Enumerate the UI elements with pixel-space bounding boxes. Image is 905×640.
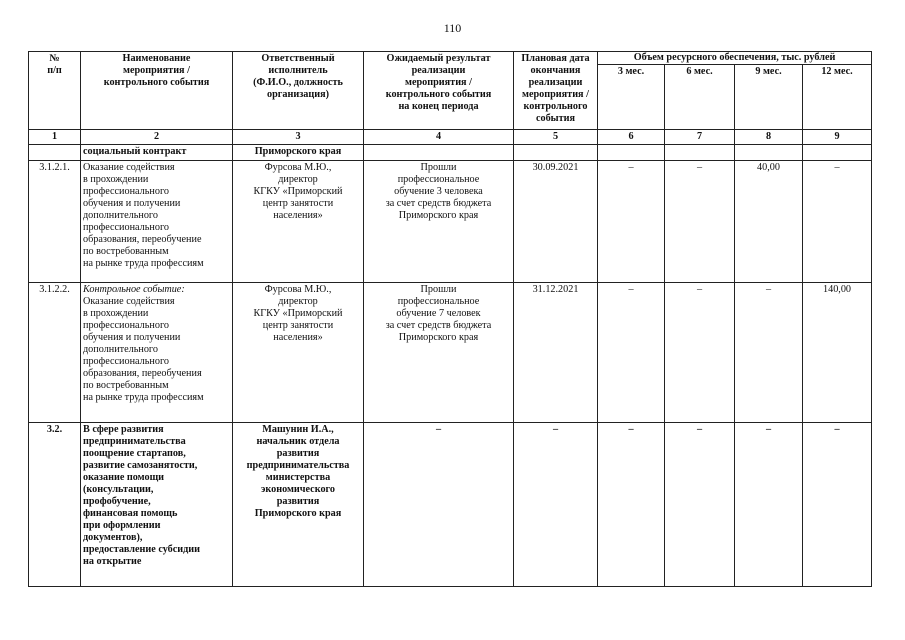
column-number: 1 <box>29 130 81 145</box>
row-result: Прошли профессиональное обучение 7 человек за счет средств бюджета Приморского края <box>364 283 514 423</box>
control-event-label: Контрольное событие: <box>83 284 185 295</box>
column-number: 8 <box>735 130 803 145</box>
header-period-6: 6 мес. <box>665 65 735 130</box>
row-result: – <box>364 423 514 587</box>
row-m3: – <box>598 283 665 423</box>
header-period-3: 3 мес. <box>598 65 665 130</box>
row-num: 3.1.2.2. <box>29 283 81 423</box>
row-m12: – <box>803 423 872 587</box>
column-number: 7 <box>665 130 735 145</box>
row-m9: – <box>735 283 803 423</box>
column-numbers-row <box>29 130 872 145</box>
row-num: 3.1.2.1. <box>29 161 81 283</box>
row-name: Контрольное событие: Оказание содействия в прохождении профессионального обучения и получении дополнительного профессионального образования, переобучения по востребованным на рынке труда профессиям <box>81 283 233 423</box>
column-number: 4 <box>364 130 514 145</box>
row-m6: – <box>665 161 735 283</box>
header-result: Ожидаемый результат реализации мероприятия / контрольного события на конец периода <box>364 52 514 130</box>
action-plan-table <box>28 51 872 587</box>
row-m9: – <box>735 423 803 587</box>
header-num: № п/п <box>29 52 81 130</box>
row-name: В сфере развития предпринимательства поощрение стартапов, развитие самозанятости, оказание помощи (консультации, профобучение, финансовая помощь при оформлении документов), предоставление субсидии на открытие <box>81 423 233 587</box>
row-m12: – <box>803 161 872 283</box>
row-name: Оказание содействия в прохождении профессионального обучения и получении дополнительного профессионального образования, переобучение по востребованным на рынке труда профессиям <box>81 161 233 283</box>
row-date: 30.09.2021 <box>514 161 598 283</box>
header-period-12: 12 мес. <box>803 65 872 130</box>
continuation-name: социальный контракт <box>81 145 233 161</box>
header-period-9: 9 мес. <box>735 65 803 130</box>
row-m6: – <box>665 283 735 423</box>
column-number: 6 <box>598 130 665 145</box>
row-num: 3.2. <box>29 423 81 587</box>
row-m3: – <box>598 161 665 283</box>
row-m12: 140,00 <box>803 283 872 423</box>
continuation-row <box>29 145 872 161</box>
row-responsible: Фурсова М.Ю., директор КГКУ «Приморский центр занятости населения» <box>233 161 364 283</box>
row-m3: – <box>598 423 665 587</box>
row-responsible: Фурсова М.Ю., директор КГКУ «Приморский центр занятости населения» <box>233 283 364 423</box>
row-responsible: Машунин И.А., начальник отдела развития предпринимательства министерства экономического развития Приморского края <box>233 423 364 587</box>
column-number: 5 <box>514 130 598 145</box>
column-number: 2 <box>81 130 233 145</box>
continuation-num <box>29 145 81 161</box>
row-result: Прошли профессиональное обучение 3 человека за счет средств бюджета Приморского края <box>364 161 514 283</box>
page-number: 110 <box>443 21 462 35</box>
header-name: Наименование мероприятия / контрольного события <box>81 52 233 130</box>
row-date: 31.12.2021 <box>514 283 598 423</box>
row-date: – <box>514 423 598 587</box>
row-m6: – <box>665 423 735 587</box>
column-number: 9 <box>803 130 872 145</box>
header-resources: Объем ресурсного обеспечения, тыс. рублей <box>598 52 872 65</box>
table-row <box>29 423 872 587</box>
header-responsible: Ответственный исполнитель (Ф.И.О., должность организация) <box>233 52 364 130</box>
continuation-responsible: Приморского края <box>233 145 364 161</box>
column-number: 3 <box>233 130 364 145</box>
table-row <box>29 283 872 423</box>
header-date: Плановая дата окончания реализации мероприятия / контрольного события <box>514 52 598 130</box>
table-row <box>29 161 872 283</box>
row-m9: 40,00 <box>735 161 803 283</box>
table-header-row <box>29 52 872 65</box>
